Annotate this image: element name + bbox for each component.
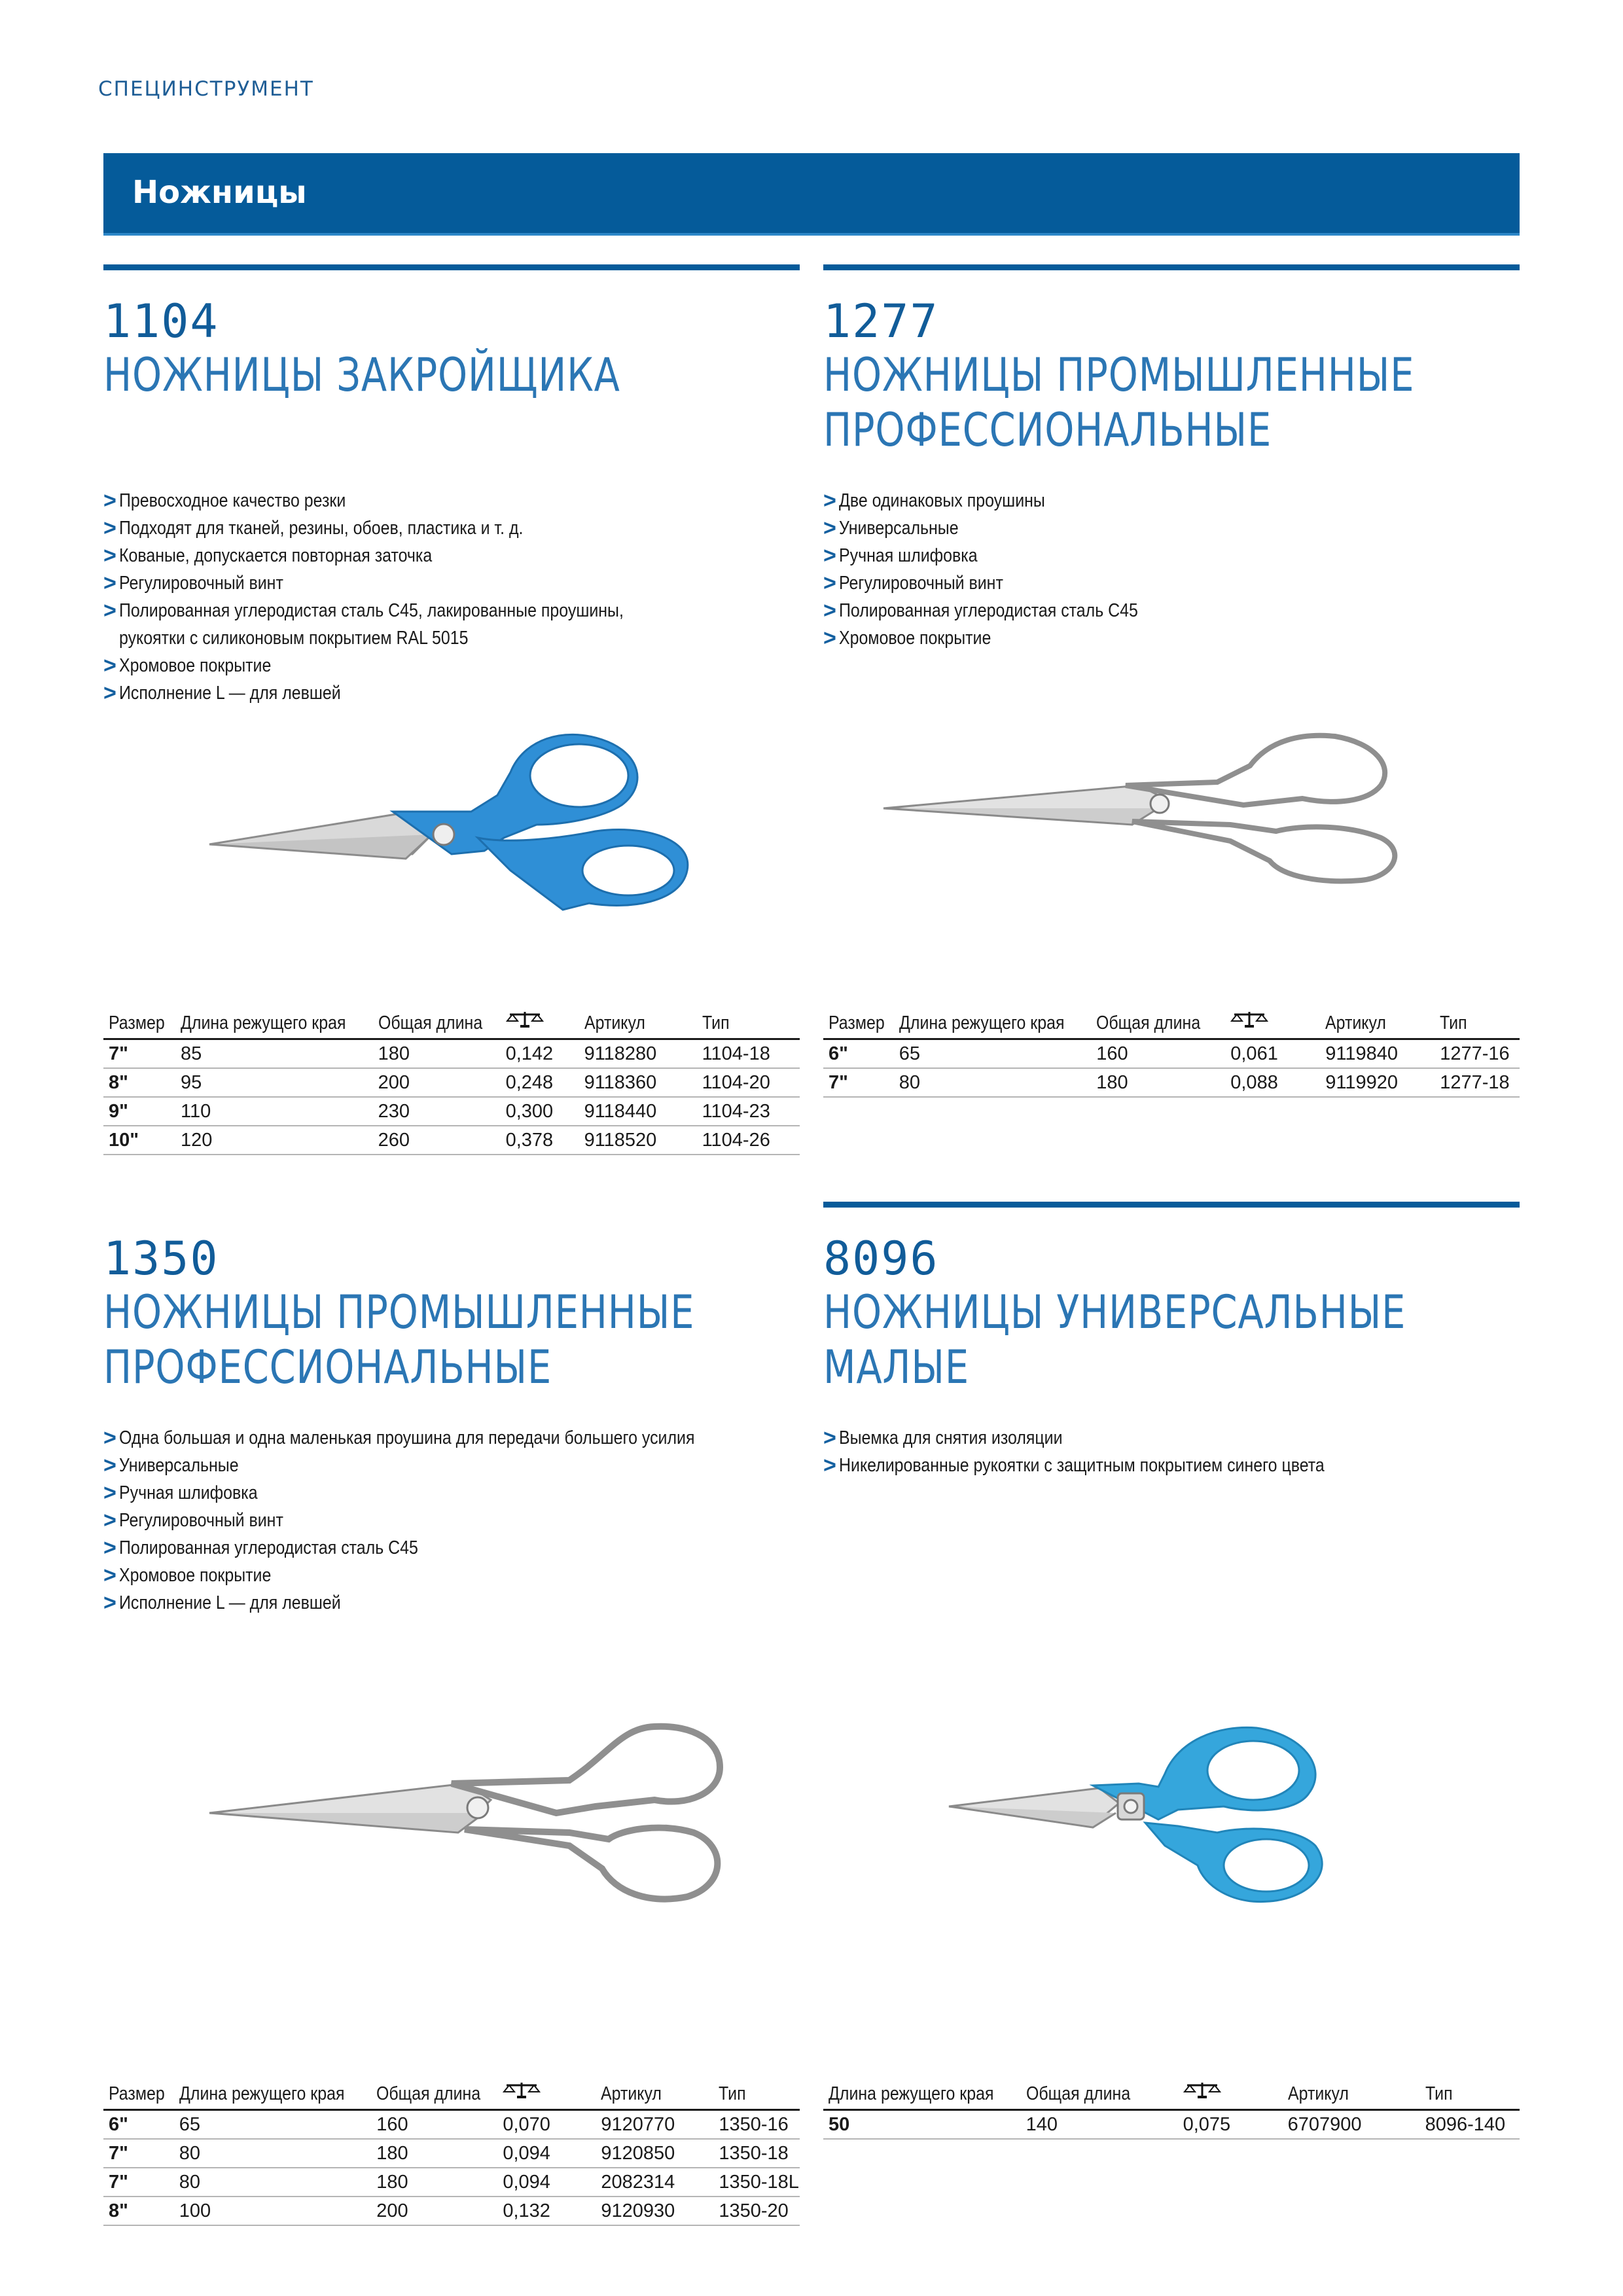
table-cell: 180 — [371, 2139, 497, 2168]
col-header: Размер — [103, 1008, 175, 1039]
table-cell: 10" — [103, 1126, 175, 1155]
table-cell: 95 — [175, 1068, 373, 1097]
table-cell: 1277-18 — [1435, 1068, 1520, 1097]
spec-table-1104 — [103, 1008, 800, 1155]
feature-list — [103, 1424, 789, 1617]
table-header-row — [103, 1008, 800, 1039]
col-header: Длина режущего края — [894, 1008, 1092, 1039]
section-rule — [103, 264, 800, 270]
table-cell: 9120850 — [596, 2139, 713, 2168]
col-header: Общая длина — [1021, 2079, 1178, 2110]
table-cell: 65 — [894, 1039, 1092, 1069]
product-1104 — [103, 264, 800, 706]
weight-icon — [497, 2079, 596, 2110]
table-cell: 80 — [174, 2139, 372, 2168]
col-header: Тип — [1420, 2079, 1520, 2110]
table-cell: 230 — [373, 1097, 501, 1126]
col-header: Общая длина — [1091, 1008, 1225, 1039]
feature-list — [823, 1424, 1404, 1479]
table-row — [103, 2197, 800, 2225]
col-header: Длина режущего края — [174, 2079, 372, 2110]
table-row — [103, 2168, 800, 2197]
product-1350 — [103, 1202, 800, 1615]
table-cell: 50 — [823, 2110, 1021, 2140]
product-code: 1277 — [823, 295, 939, 348]
table-cell: 9118440 — [579, 1097, 697, 1126]
feature-item: > Хромовое покрытие — [823, 626, 991, 651]
table-cell: 1350-16 — [713, 2110, 800, 2140]
table-row — [103, 1039, 800, 1069]
table-cell: 180 — [1091, 1068, 1225, 1097]
col-header: Артикул — [1320, 1008, 1435, 1039]
banner-title: Ножницы — [132, 174, 307, 211]
col-header: Длина режущего края — [175, 1008, 373, 1039]
col-header: Тип — [713, 2079, 800, 2110]
col-header: Тип — [1435, 1008, 1520, 1039]
table-cell: 110 — [175, 1097, 373, 1126]
feature-list — [103, 487, 705, 707]
col-header: Артикул — [596, 2079, 713, 2110]
table-cell: 0,142 — [501, 1039, 579, 1069]
product-code: 8096 — [823, 1232, 939, 1285]
feature-item: > Хромовое покрытие — [103, 653, 272, 678]
feature-list — [823, 487, 1186, 652]
table-cell: 6" — [103, 2110, 174, 2140]
feature-item: > Полированная углеродистая сталь C45 — [103, 1535, 418, 1560]
table-cell: 160 — [1091, 1039, 1225, 1069]
col-header: Общая длина — [371, 2079, 497, 2110]
table-cell: 9119840 — [1320, 1039, 1435, 1069]
feature-item: > Ручная шлифовка — [103, 1480, 258, 1505]
product-code: 1350 — [103, 1232, 219, 1285]
feature-item: > Универсальные — [823, 516, 959, 541]
feature-item: > Исполнение L — для левшей — [103, 1590, 341, 1615]
table-row — [823, 2110, 1520, 2140]
table-row — [103, 1068, 800, 1097]
col-header: Тип — [697, 1008, 800, 1039]
feature-item: > Подходят для тканей, резины, обоев, пластика и т. д. — [103, 516, 524, 541]
product-name: НОЖНИЦЫ УНИВЕРСАЛЬНЫЕ МАЛЫЕ — [823, 1285, 1406, 1394]
table-cell: 1104-20 — [697, 1068, 800, 1097]
scissors-1350-image — [203, 1715, 746, 1911]
table-cell: 8" — [103, 2197, 174, 2225]
table-cell: 0,132 — [497, 2197, 596, 2225]
table-cell: 1350-20 — [713, 2197, 800, 2225]
scissors-8096-image — [942, 1715, 1348, 1911]
col-header: Длина режущего края — [823, 2079, 1021, 2110]
col-header: Размер — [823, 1008, 894, 1039]
feature-item: > Регулировочный винт — [103, 571, 283, 596]
table-cell: 0,300 — [501, 1097, 579, 1126]
feature-item: > Никелированные рукоятки с защитным покрытием синего цвета — [823, 1453, 1325, 1478]
table-row — [103, 1126, 800, 1155]
table-cell: 7" — [103, 1039, 175, 1069]
product-1277 — [823, 264, 1520, 651]
table-cell: 0,061 — [1225, 1039, 1320, 1069]
spec-table-1350 — [103, 2079, 800, 2226]
section-label: СПЕЦИНСТРУМЕНТ — [98, 77, 314, 101]
table-cell: 80 — [894, 1068, 1092, 1097]
table-cell: 1104-26 — [697, 1126, 800, 1155]
table-cell: 9" — [103, 1097, 175, 1126]
table-cell: 200 — [371, 2197, 497, 2225]
col-header: Артикул — [579, 1008, 697, 1039]
feature-item: > Выемка для снятия изоляции — [823, 1426, 1063, 1450]
weight-icon — [1225, 1008, 1320, 1039]
table-cell: 65 — [174, 2110, 372, 2140]
feature-item-continuation: рукоятки с силиконовым покрытием RAL 5015 — [119, 628, 469, 649]
feature-item: > Регулировочный винт — [823, 571, 1003, 596]
table-cell: 1350-18L — [713, 2168, 800, 2197]
feature-item: > Полированная углеродистая сталь C45 — [823, 598, 1138, 623]
table-cell: 160 — [371, 2110, 497, 2140]
category-banner — [103, 153, 1520, 236]
feature-item: > Ручная шлифовка — [823, 543, 978, 568]
table-cell: 9118360 — [579, 1068, 697, 1097]
table-cell: 0,075 — [1178, 2110, 1283, 2140]
table-header-row — [823, 2079, 1520, 2110]
feature-item: > Одна большая и одна маленькая проушина для передачи большего усилия — [103, 1426, 695, 1450]
table-cell: 7" — [103, 2139, 174, 2168]
product-code: 1104 — [103, 295, 219, 348]
table-cell: 8" — [103, 1068, 175, 1097]
table-cell: 200 — [373, 1068, 501, 1097]
col-header: Общая длина — [373, 1008, 501, 1039]
table-cell: 1104-23 — [697, 1097, 800, 1126]
table-cell: 85 — [175, 1039, 373, 1069]
section-rule — [823, 264, 1520, 270]
table-cell: 9120930 — [596, 2197, 713, 2225]
table-cell: 7" — [103, 2168, 174, 2197]
table-row — [823, 1068, 1520, 1097]
product-name: НОЖНИЦЫ ЗАКРОЙЩИКА — [103, 348, 620, 402]
table-cell: 80 — [174, 2168, 372, 2197]
spec-table-8096 — [823, 2079, 1520, 2140]
table-cell: 9118280 — [579, 1039, 697, 1069]
feature-item: > Кованые, допускается повторная заточка — [103, 543, 433, 568]
table-row — [823, 1039, 1520, 1069]
table-header-row — [103, 2079, 800, 2110]
table-cell: 6707900 — [1283, 2110, 1420, 2140]
product-name: НОЖНИЦЫ ПРОМЫШЛЕННЫЕ ПРОФЕССИОНАЛЬНЫЕ — [823, 348, 1415, 457]
weight-icon — [501, 1008, 579, 1039]
feature-item: > Регулировочный винт — [103, 1508, 283, 1533]
table-cell: 120 — [175, 1126, 373, 1155]
table-row — [103, 1097, 800, 1126]
table-cell: 0,088 — [1225, 1068, 1320, 1097]
feature-item: > Хромовое покрытие — [103, 1563, 272, 1588]
col-header: Размер — [103, 2079, 174, 2110]
table-cell: 9119920 — [1320, 1068, 1435, 1097]
feature-item: > Исполнение L — для левшей — [103, 681, 341, 706]
table-cell: 2082314 — [596, 2168, 713, 2197]
table-cell: 1350-18 — [713, 2139, 800, 2168]
table-cell: 140 — [1021, 2110, 1178, 2140]
table-cell: 180 — [373, 1039, 501, 1069]
table-cell: 100 — [174, 2197, 372, 2225]
table-cell: 9118520 — [579, 1126, 697, 1155]
table-cell: 0,094 — [497, 2168, 596, 2197]
table-cell: 9120770 — [596, 2110, 713, 2140]
table-cell: 1104-18 — [697, 1039, 800, 1069]
feature-item: > Превосходное качество резки — [103, 488, 346, 513]
table-cell: 7" — [823, 1068, 894, 1097]
scissors-1277-image — [877, 720, 1420, 890]
product-8096 — [823, 1202, 1520, 1478]
table-cell: 0,378 — [501, 1126, 579, 1155]
table-cell: 6" — [823, 1039, 894, 1069]
product-name: НОЖНИЦЫ ПРОМЫШЛЕННЫЕ ПРОФЕССИОНАЛЬНЫЕ — [103, 1285, 695, 1394]
weight-icon — [1178, 2079, 1283, 2110]
section-rule — [823, 1202, 1520, 1208]
table-cell: 260 — [373, 1126, 501, 1155]
spec-table-1277 — [823, 1008, 1520, 1098]
table-cell: 0,094 — [497, 2139, 596, 2168]
table-cell: 0,248 — [501, 1068, 579, 1097]
table-row — [103, 2110, 800, 2140]
table-cell: 8096-140 — [1420, 2110, 1520, 2140]
feature-item: > Полированная углеродистая сталь C45, лакированные проушины, — [103, 598, 624, 623]
table-cell: 180 — [371, 2168, 497, 2197]
table-header-row — [823, 1008, 1520, 1039]
table-cell: 1277-16 — [1435, 1039, 1520, 1069]
col-header: Артикул — [1283, 2079, 1420, 2110]
scissors-1104-image — [196, 713, 707, 923]
feature-item: > Две одинаковых проушины — [823, 488, 1045, 513]
feature-item: > Универсальные — [103, 1453, 239, 1478]
table-cell: 0,070 — [497, 2110, 596, 2140]
table-row — [103, 2139, 800, 2168]
